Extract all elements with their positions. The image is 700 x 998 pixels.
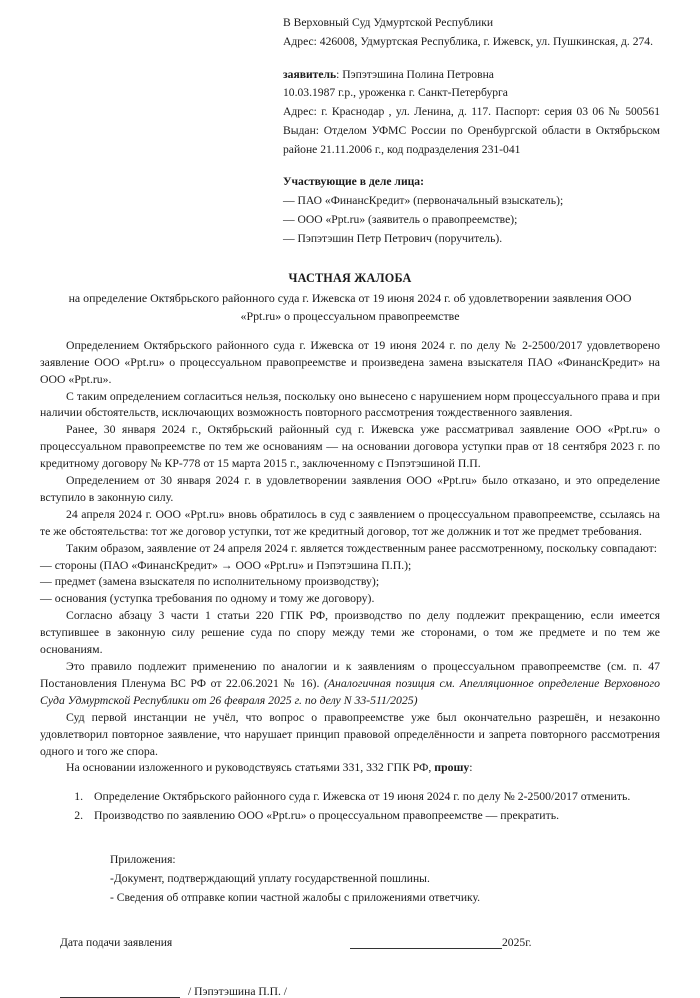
document-title: ЧАСТНАЯ ЖАЛОБА bbox=[288, 270, 412, 285]
attachment-item-0: -Документ, подтверждающий уплату государственной пошлины. bbox=[110, 872, 430, 886]
body-paragraph-3: Ранее, 30 января 2024 г., Октябрьский районный суд г. Ижевска уже рассматривал заявление ООО «Ppt.ru» о процессуальном правопреемстве по тем же основаниям — на основании договора уступки прав от 18 сентября 2023 г. по кредитному договору № КР-778 от 15 марта 2015 г., заключенному с Пэпэтэшиной П.П. bbox=[40, 423, 660, 471]
attachments-title: Приложения: bbox=[110, 853, 176, 867]
body-paragraph-1: Определением Октябрьского районного суда г. Ижевска от 19 июня 2024 г. по делу № 2-2500/2017 удовлетворено заявление ООО «Ppt.ru» о процессуальном правопреемстве и произведена замена взыскателя ПАО «ФинансКредит» на ООО «Ppt.ru». bbox=[40, 338, 660, 386]
document-subtitle: на определение Октябрьского районного суда г. Ижевска от 19 июня 2024 г. об удовлетворении заявления ООО «Ppt.ru» о процессуальном правопреемстве bbox=[68, 290, 632, 323]
signature-row bbox=[60, 985, 660, 998]
body-paragraph-5: 24 апреля 2024 г. ООО «Ppt.ru» вновь обратилось в суд с заявлением о процессуальном правопреемстве, ссылаясь на те же обстоятельства: тот же договор уступки, тот же кредитный договор, тот же должник и тот же предмет требования. bbox=[40, 507, 660, 538]
signature-name: / Пэпэтэшина П.П. / bbox=[188, 984, 288, 998]
party-item-2: — Пэпэтэшин Петр Петрович (поручитель). bbox=[283, 231, 503, 245]
party-item-1: — ООО «Ppt.ru» (заявитель о правопреемстве); bbox=[283, 213, 518, 227]
request-colon: : bbox=[469, 761, 473, 775]
attachment-item-1: - Сведения об отправке копии частной жалобы с приложениями ответчику. bbox=[110, 890, 481, 904]
body-paragraph-10 bbox=[40, 760, 660, 777]
applicant-name: : Пэпэтэшина Полина Петровна bbox=[336, 67, 494, 81]
body-paragraph-9: Суд первой инстанции не учёл, что вопрос о правопреемстве уже был окончательно разрешён, и незаконно удовлетворил повторное заявление, что нарушает принцип правовой определённости и запрета повторного рассмотрения одного и того же спора. bbox=[40, 710, 660, 758]
applicant-label: заявитель bbox=[283, 67, 337, 81]
document-body bbox=[40, 338, 660, 778]
applicant-block bbox=[283, 66, 660, 160]
body-paragraph-2: С таким определением согласиться нельзя, поскольку оно вынесено с нарушением норм процессуального права и при наличии обстоятельств, исключающих возможность повторного рассмотрения тождественного заявления. bbox=[40, 389, 660, 420]
body-dash-item-1: — стороны (ПАО «ФинансКредит» → ООО «Ppt.ru» и Пэпэтэшина П.П.); bbox=[40, 558, 412, 572]
body-paragraph-7: Согласно абзацу 3 части 1 статьи 220 ГПК РФ, производство по делу подлежит прекращению, если имеется вступившее в законную силу решение суда по спору между теми же сторонами, о том же предмете и по тем же основаниям. bbox=[40, 609, 660, 657]
attachments-block bbox=[110, 851, 660, 907]
signature-blank-line[interactable] bbox=[60, 986, 180, 998]
applicant-line bbox=[283, 66, 660, 85]
parties-block bbox=[283, 173, 660, 248]
date-year: 2025г. bbox=[502, 935, 532, 949]
request-item: 1. Определение Октябрьского районного суда г. Ижевска от 19 июня 2024 г. по делу № 2-2500/2017 отменить. bbox=[86, 787, 660, 806]
body-dash-item-3: — основания (уступка требования по одному и тому же договору). bbox=[40, 592, 375, 606]
request-list bbox=[40, 787, 660, 825]
body-paragraph-6: Таким образом, заявление от 24 апреля 2024 г. является тождественным ранее рассмотренному, поскольку совпадают: bbox=[66, 541, 657, 555]
date-label: Дата подачи заявления bbox=[60, 935, 173, 949]
applicant-passport: Адрес: г. Краснодар , ул. Ленина, д. 117. Паспорт: серия 03 06 № 500561 Выдан: Отделом УФМС России по Оренбургской области в Октябрьском районе 21.11.2006 г., код подразделения 231-041 bbox=[283, 105, 660, 156]
addressee-block bbox=[283, 14, 660, 52]
body-dash-item-2: — предмет (замена взыскателя по исполнительному производству); bbox=[40, 575, 380, 589]
court-name: В Верховный Суд Удмуртской Республики bbox=[283, 16, 494, 29]
date-row bbox=[60, 936, 660, 949]
body-paragraph-8-text: Это правило подлежит применению по аналогии и к заявлениям о процессуальном правопреемстве (см. п. 47 Постановления Пленума ВС РФ от 22.06.2021 № 16). bbox=[40, 660, 660, 690]
court-address: Адрес: 426008, Удмуртская Республика, г. Ижевск, ул. Пушкинская, д. 274. bbox=[283, 34, 653, 48]
request-item: 2. Производство по заявлению ООО «Ppt.ru» о процессуальном правопреемстве — прекратить. bbox=[86, 806, 660, 825]
header-spacer bbox=[40, 52, 660, 66]
request-verb: прошу bbox=[434, 761, 470, 775]
parties-spacer bbox=[40, 159, 660, 173]
party-item-0: — ПАО «ФинансКредит» (первоначальный взыскатель); bbox=[283, 194, 564, 208]
applicant-birth: 10.03.1987 г.р., уроженка г. Санкт-Петербурга bbox=[283, 86, 508, 100]
date-blank-line[interactable] bbox=[350, 937, 502, 949]
parties-title: Участвующие в деле лица: bbox=[283, 175, 424, 189]
body-paragraph-4: Определением от 30 января 2024 г. в удовлетворении заявления ООО «Ppt.ru» было отказано, и это определение вступило в законную силу. bbox=[40, 474, 660, 504]
body-paragraph-8 bbox=[40, 659, 660, 710]
request-preamble: На основании изложенного и руководствуясь статьями 331, 332 ГПК РФ, bbox=[66, 761, 435, 775]
body-paragraph-8-citation: (Аналогичная позиция см. Апелляционное определение Верховного Суда Удмуртской Республики от 26 февраля 2025 г. по делу N 33-511/2025) bbox=[40, 676, 661, 707]
